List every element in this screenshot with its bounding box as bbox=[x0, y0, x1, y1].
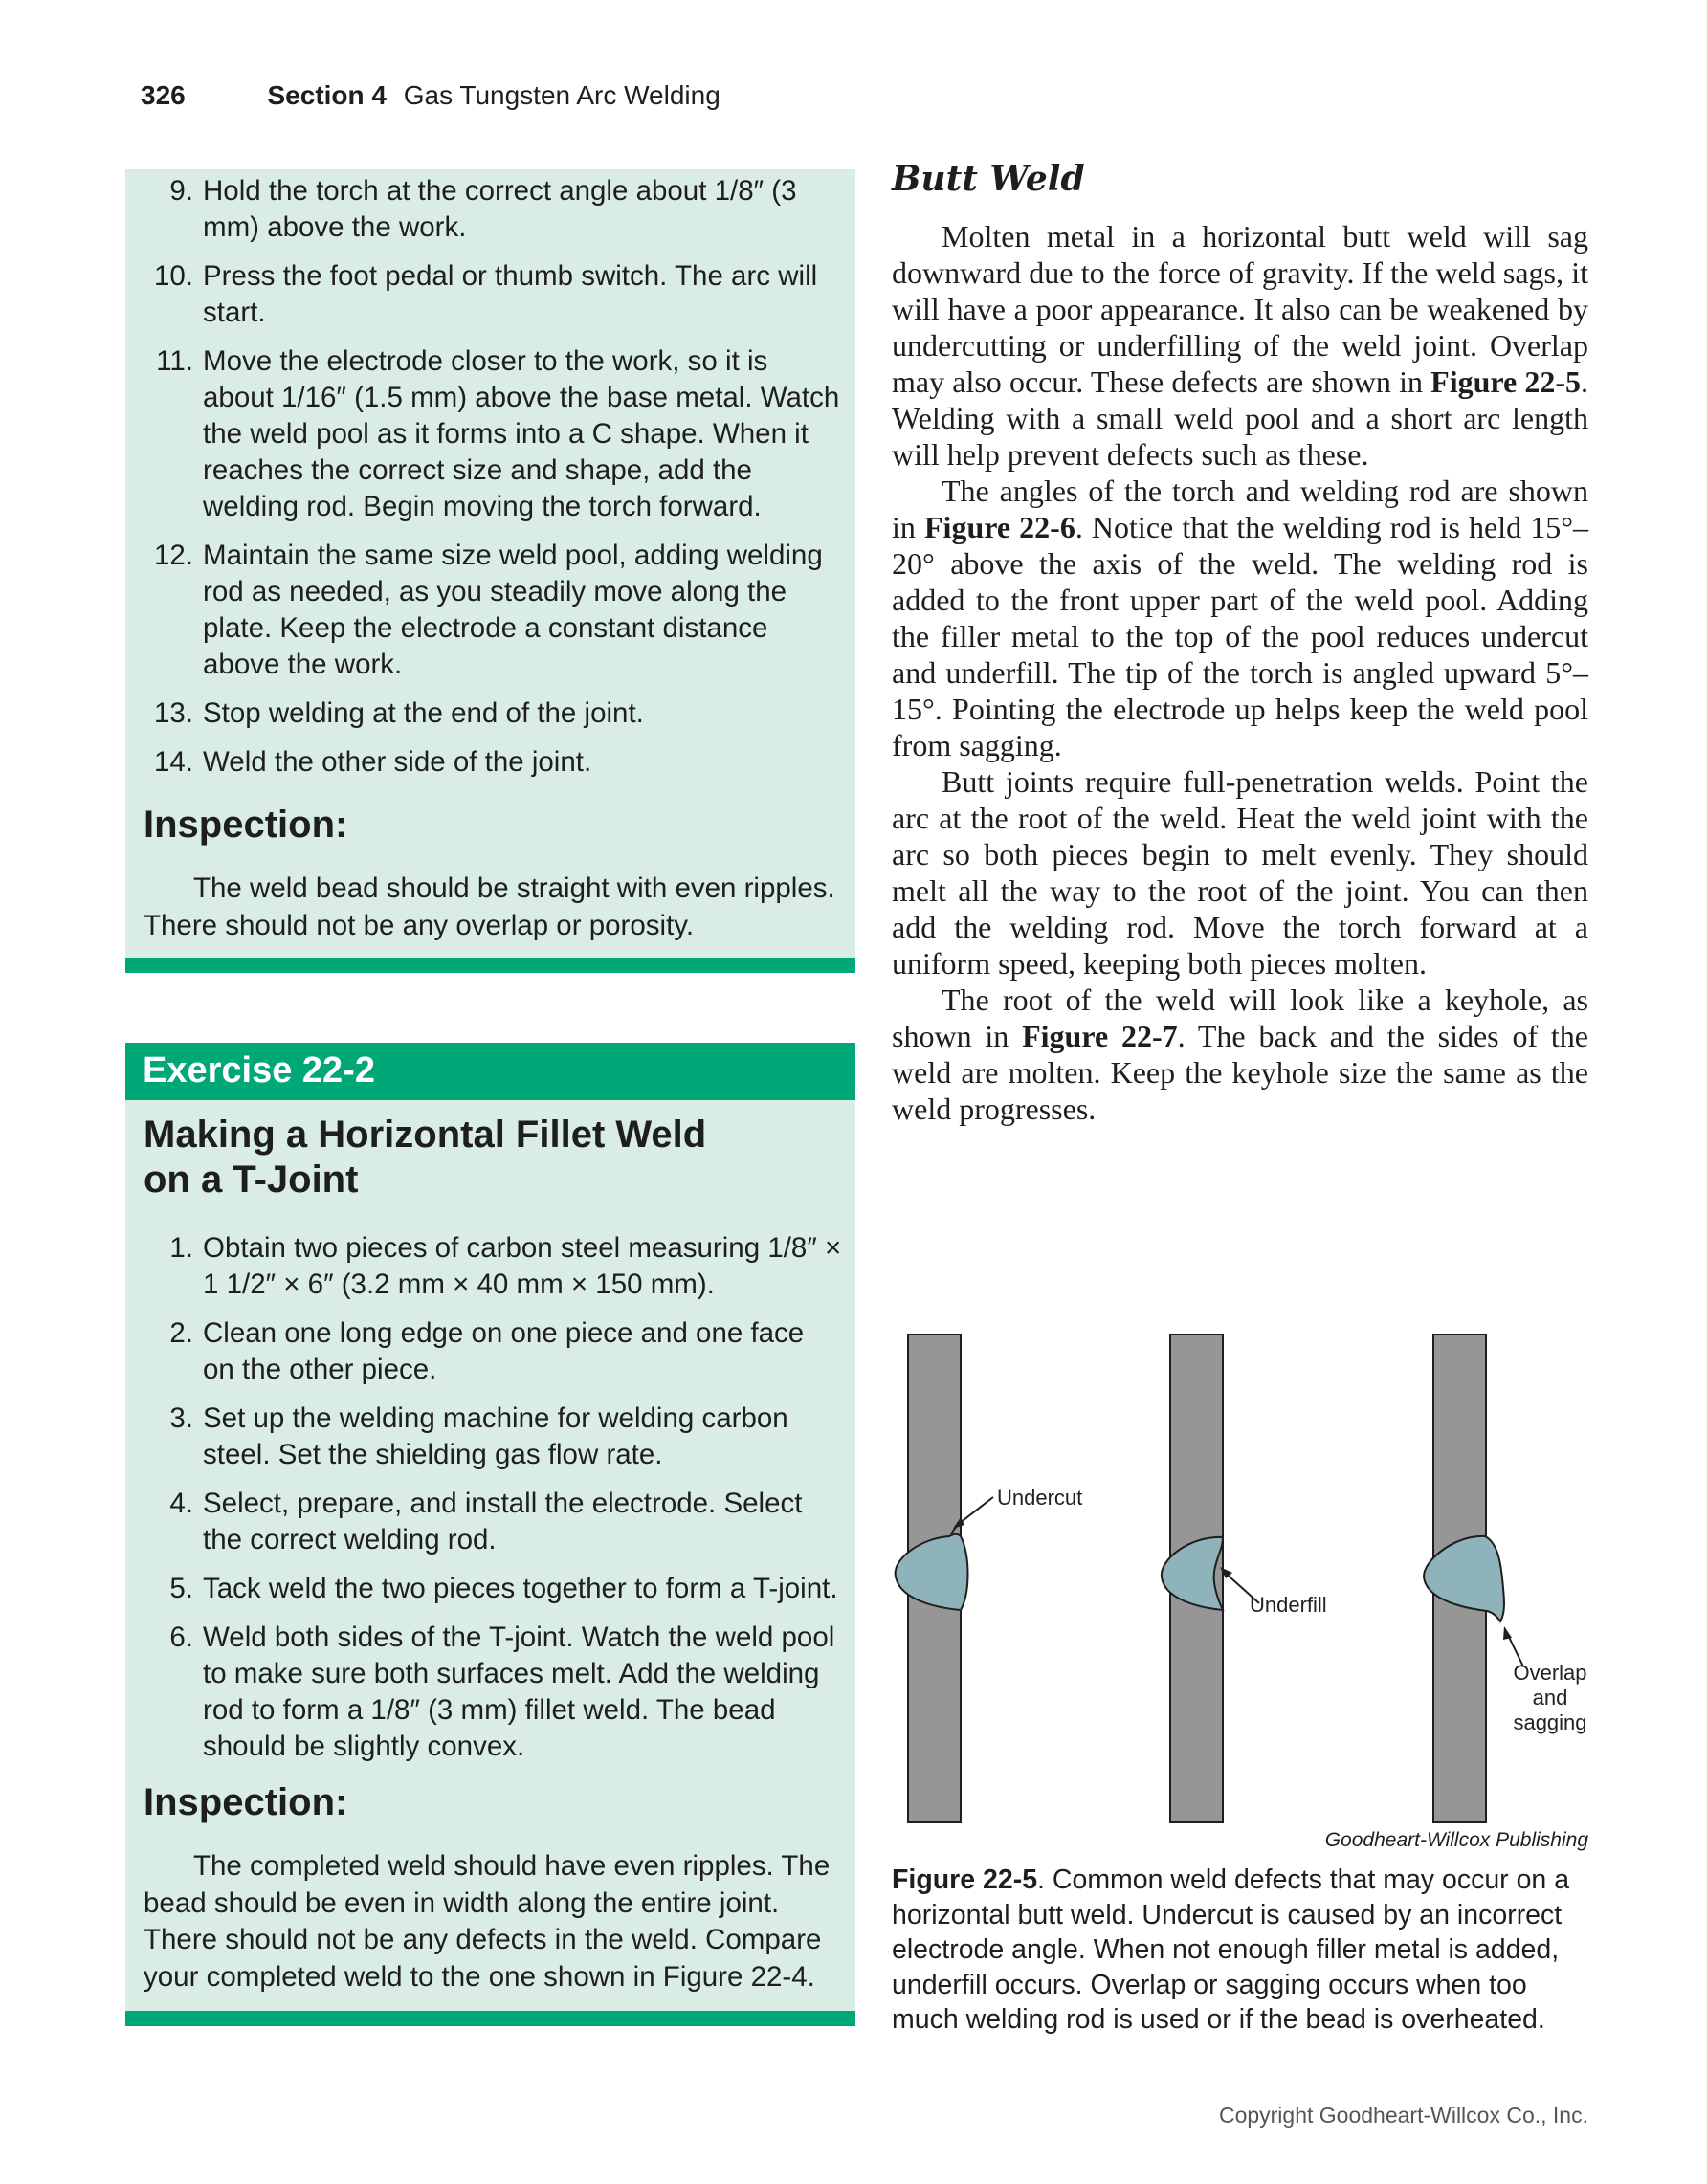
list-item: 2. Clean one long edge on one piece and one face on the other piece. bbox=[169, 1317, 805, 1385]
running-header bbox=[141, 80, 720, 111]
section-heading: Butt Weld bbox=[892, 159, 1085, 199]
inspection-heading: Inspection: bbox=[144, 804, 348, 846]
procedure-steps-continued bbox=[144, 173, 842, 793]
list-item: 11. Move the electrode closer to the work, so it is about 1/16″ (1.5 mm) above the base metal. Watch the weld pool as it forms into a C shape. When it reaches the correct size and shape, add the welding rod. Begin moving the torch forward. bbox=[156, 345, 840, 522]
list-item: 13. Stop welding at the end of the joint. bbox=[153, 697, 644, 729]
figure-caption: Figure 22-5. Common weld defects that may occur on a horizontal butt weld. Undercut is caused by an incorrect electrode angle. When not enough filler metal is added, underfill occurs. Overlap or sagging occurs when too much welding rod is used or if the bead is overheated. bbox=[892, 1864, 1570, 2035]
figure-label: Figure 22-5 bbox=[892, 1864, 1038, 1895]
figure-reference: Figure 22-5 bbox=[1430, 364, 1582, 399]
copyright-footer: Copyright Goodheart-Willcox Co., Inc. bbox=[1218, 2103, 1588, 2128]
paragraph: Molten metal in a horizontal butt weld will sag downward due to the force of gravity. If the weld sags, it will have a poor appearance. It also can be weakened by undercutting or underfilling of the weld joint. Overlap may also occur. These defects are shown in Figure 22-5. Welding with a small weld pool and a short arc length will help prevent defects such as these. bbox=[892, 219, 1589, 472]
section-label: Section 4 bbox=[267, 80, 387, 110]
figure-credit: Goodheart-Willcox Publishing bbox=[1324, 1829, 1588, 1851]
inspection-heading: Inspection: bbox=[144, 1781, 348, 1823]
box-bottom-rule bbox=[125, 958, 855, 973]
section-title: Gas Tungsten Arc Welding bbox=[403, 80, 720, 110]
list-item: 5. Tack weld the two pieces together to form a T-joint. bbox=[169, 1573, 838, 1604]
list-item: 3. Set up the welding machine for welding carbon steel. Set the shielding gas flow rate. bbox=[169, 1402, 788, 1470]
exercise-label: Exercise 22-2 bbox=[125, 1043, 855, 1100]
list-item: 4. Select, prepare, and install the electrode. Select the correct welding rod. bbox=[169, 1488, 803, 1555]
exercise-title: Making a Horizontal Fillet Weld on a T-Joint bbox=[144, 1114, 707, 1201]
label-underfill: Underfill bbox=[1250, 1593, 1327, 1617]
body-text bbox=[892, 218, 1588, 1127]
inspection-text: The weld bead should be straight with even ripples. There should not be any overlap or porosity. bbox=[144, 872, 835, 941]
list-item: 10. Press the foot pedal or thumb switch. The arc will start. bbox=[153, 260, 818, 328]
list-item: 14. Weld the other side of the joint. bbox=[153, 746, 592, 778]
weld-defects-figure bbox=[892, 1320, 1590, 1837]
overlap-arrowhead bbox=[1503, 1626, 1512, 1640]
procedure-steps bbox=[144, 1230, 842, 1777]
box-bottom-rule bbox=[125, 2011, 855, 2026]
list-item: 12. Maintain the same size weld pool, adding welding rod as needed, as you steadily move along the plate. Keep the electrode a constant distance above the work. bbox=[153, 540, 823, 680]
label-undercut: Undercut bbox=[997, 1486, 1083, 1510]
figure-reference: Figure 22-7 bbox=[1022, 1019, 1178, 1053]
label-overlap-line1: Overlap bbox=[1513, 1661, 1587, 1685]
list-item: 6. Weld both sides of the T-joint. Watch the weld pool to make sure both surfaces melt. Add the welding rod to form a 1/8″ (3 mm) fillet weld. The bead should be slightly convex. bbox=[169, 1621, 835, 1762]
list-item: 1. Obtain two pieces of carbon steel measuring 1/8″ × 1 1/2″ × 6″ (3.2 mm × 40 mm × 150 mm). bbox=[169, 1232, 842, 1300]
list-item: 9. Hold the torch at the correct angle about 1/8″ (3 mm) above the work. bbox=[169, 175, 797, 243]
weld-bead-undercut bbox=[896, 1534, 968, 1610]
label-overlap-line2: and bbox=[1532, 1686, 1568, 1710]
inspection-text: The completed weld should have even ripples. The bead should be even in width along the entire joint. There should not be any defects in the weld. Compare your completed weld to the one shown in Figure 22-4. bbox=[144, 1850, 831, 1993]
figure-reference: Figure 22-6 bbox=[924, 510, 1075, 544]
paragraph: The angles of the torch and welding rod are shown in Figure 22-6. Notice that the welding rod is held 15°–20° above the axis of the weld. The welding rod is added to the front upper part of the weld pool. Adding the filler metal to the top of the pool reduces undercut and underfill. The tip of the torch is angled upward 5°–15°. Pointing the electrode up helps keep the weld pool from sagging. bbox=[892, 474, 1589, 762]
page-number: 326 bbox=[141, 80, 186, 110]
paragraph: The root of the weld will look like a keyhole, as shown in Figure 22-7. The back and the sides of the weld are molten. Keep the keyhole size the same as the weld progresses. bbox=[892, 982, 1589, 1126]
label-overlap-line3: sagging bbox=[1513, 1710, 1587, 1734]
paragraph: Butt joints require full-penetration welds. Point the arc at the root of the weld. Heat the weld joint with the arc so both pieces begin to melt evenly. They should melt all the way to the root of the joint. You can then add the welding rod. Move the torch forward at a uniform speed, keeping both pieces molten. bbox=[892, 764, 1588, 981]
